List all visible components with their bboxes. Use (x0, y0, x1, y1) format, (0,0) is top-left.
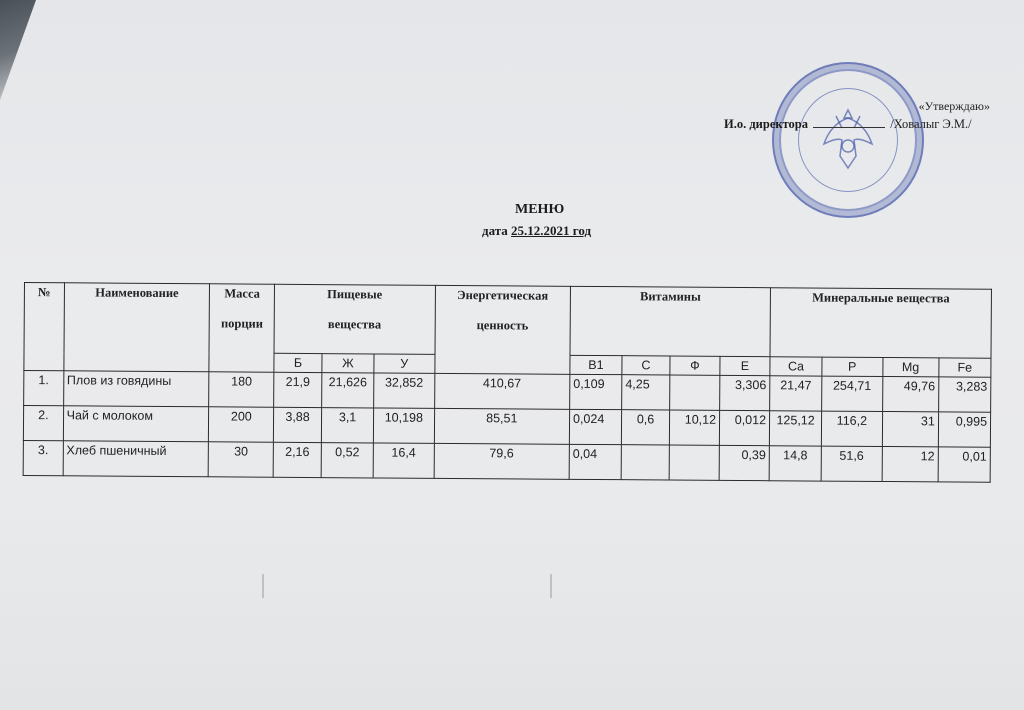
round-seal-stamp (772, 62, 924, 218)
row-b1: 0,109 (570, 374, 622, 409)
row-fe: 0,01 (938, 447, 990, 482)
row-name: Хлеб пшеничный (63, 441, 209, 477)
col-energy-line2: ценность (476, 318, 529, 333)
col-name: Наименование (63, 283, 209, 372)
approval-label: «Утверждаю» (918, 99, 990, 113)
director-label: И.о. директора (724, 117, 809, 131)
menu-date (482, 223, 591, 239)
row-e: 0,39 (719, 445, 769, 480)
row-b: 3,88 (273, 407, 321, 442)
row-p: 51,6 (821, 446, 882, 481)
signature-line (813, 127, 885, 128)
col-u: У (374, 354, 435, 373)
paper-mark (550, 574, 552, 598)
col-nutrients-line2: вещества (327, 317, 382, 332)
row-ca: 21,47 (770, 376, 822, 411)
row-energy: 410,67 (434, 373, 570, 409)
eagle-emblem-icon (818, 104, 878, 176)
row-zh: 0,52 (321, 443, 373, 478)
col-p: P (822, 357, 883, 376)
row-c: 4,25 (622, 375, 670, 410)
row-c (621, 445, 669, 480)
row-ca: 14,8 (769, 446, 821, 481)
col-nutrients-line1: Пищевые (327, 287, 383, 302)
row-name: Чай с молоком (63, 406, 209, 442)
row-p: 254,71 (822, 376, 883, 411)
row-c: 0,6 (621, 410, 669, 445)
row-u: 16,4 (373, 443, 434, 478)
col-num: № (24, 283, 64, 371)
table-row (23, 440, 990, 482)
row-p: 116,2 (821, 411, 882, 446)
col-c: C (622, 356, 670, 375)
row-f: 10,12 (669, 410, 719, 445)
row-u: 32,852 (374, 373, 435, 408)
col-b1: B1 (570, 355, 622, 374)
col-b: Б (274, 353, 322, 372)
director-signature-line (724, 117, 972, 132)
row-mg: 31 (882, 411, 939, 446)
col-energy-line1: Энергетическая (457, 288, 549, 303)
row-num: 1. (24, 371, 64, 406)
row-mass: 200 (209, 407, 274, 442)
row-fe: 0,995 (938, 412, 990, 447)
row-b: 21,9 (274, 372, 322, 407)
col-mass-line2: порции (220, 316, 264, 331)
row-fe: 3,283 (938, 377, 990, 412)
col-mass (209, 284, 274, 372)
row-mg: 49,76 (882, 376, 939, 411)
row-b: 2,16 (273, 442, 321, 477)
row-mass: 30 (209, 442, 274, 477)
row-ca: 125,12 (769, 411, 821, 446)
col-energy (434, 285, 570, 374)
col-mass-line1: Масса (224, 286, 261, 301)
table-header-row (24, 283, 991, 359)
row-energy: 79,6 (434, 443, 570, 479)
col-mg: Mg (882, 357, 938, 376)
row-e: 3,306 (720, 375, 770, 410)
row-num: 3. (23, 440, 63, 475)
row-energy: 85,51 (434, 408, 570, 444)
row-mass: 180 (209, 372, 274, 407)
menu-table (23, 282, 992, 483)
row-e: 0,012 (719, 410, 769, 445)
col-vitamins: Витамины (570, 286, 771, 356)
col-fe: Fe (939, 358, 991, 377)
col-nutrients (274, 284, 435, 354)
row-zh: 3,1 (321, 408, 373, 443)
row-name: Плов из говядины (63, 371, 209, 407)
row-b1: 0,04 (569, 444, 621, 479)
col-minerals: Минеральные вещества (770, 288, 991, 359)
row-num: 2. (23, 406, 63, 441)
paper-mark (262, 574, 264, 598)
page-title: МЕНЮ (515, 202, 565, 217)
col-zh: Ж (322, 354, 374, 373)
director-name: /Ховалыг Э.М./ (890, 117, 972, 131)
date-value: 25.12.2021 год (511, 223, 592, 238)
col-ca: Ca (770, 357, 822, 376)
row-f (669, 445, 719, 480)
row-f (670, 375, 720, 410)
row-mg: 12 (882, 446, 939, 481)
date-label: дата (482, 223, 508, 238)
row-zh: 21,626 (322, 373, 374, 408)
row-u: 10,198 (373, 408, 434, 443)
col-e: Е (720, 356, 770, 375)
col-f: Ф (670, 356, 720, 375)
row-b1: 0,024 (569, 409, 621, 444)
